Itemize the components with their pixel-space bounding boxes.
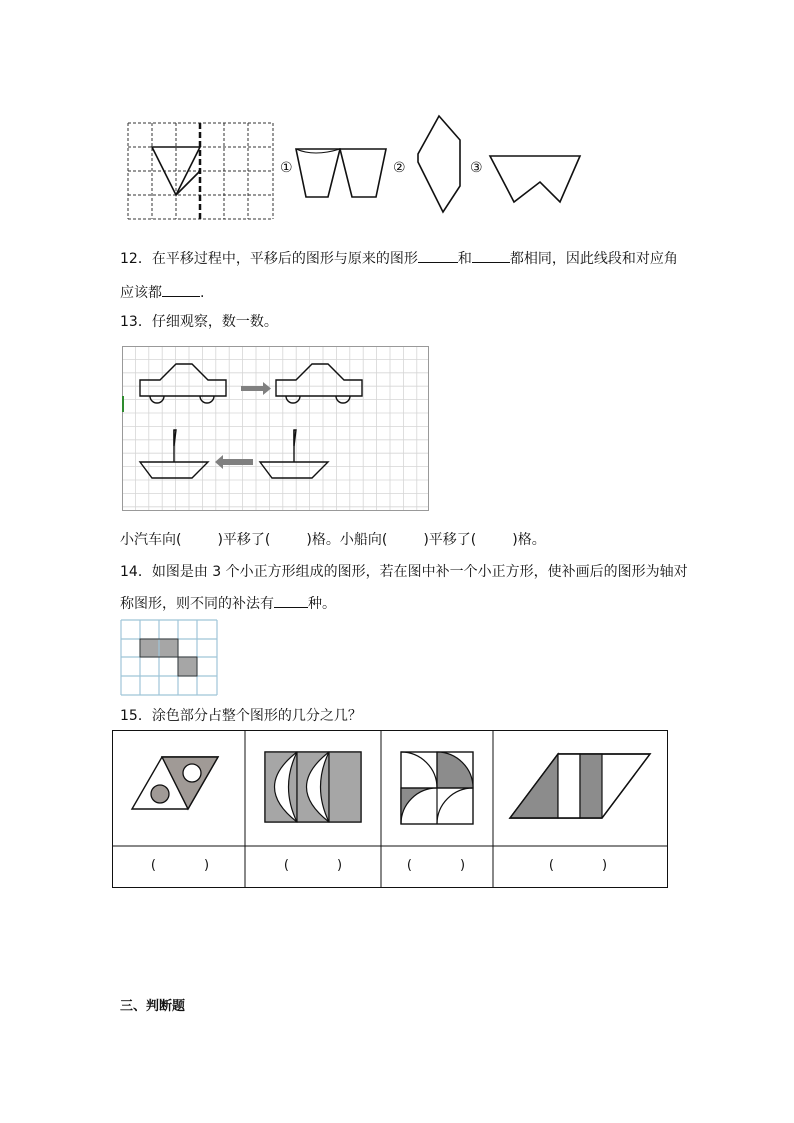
- q15-answer-2[interactable]: ( ): [283, 858, 343, 873]
- q15-answer-3[interactable]: ( ): [406, 858, 466, 873]
- option-2-shape: [414, 114, 466, 216]
- car-translated: [276, 364, 362, 403]
- section-3-heading: 三、判断题: [120, 999, 186, 1014]
- q15-answer-4[interactable]: ( ): [548, 858, 608, 873]
- boat-original: [260, 430, 328, 478]
- q11-grid-figure: [127, 122, 277, 222]
- option-2-label: ②: [393, 160, 406, 176]
- option-3-label: ③: [470, 160, 483, 176]
- q12-line1: 12．在平移过程中，平移后的图形与原来的图形 和 都相同，因此线段和对应角: [120, 248, 678, 269]
- q14-line2: 称图形，则不同的补法有 种。: [120, 593, 336, 614]
- shape-rectangle-crescents: [265, 752, 361, 822]
- option-3-shape: [488, 154, 583, 206]
- q13-grid-figure: [122, 346, 430, 512]
- q14-grid-figure: [120, 619, 220, 697]
- q15-answer-1[interactable]: ( ): [150, 858, 210, 873]
- q13-title: 13．仔细观察，数一数。: [120, 314, 278, 330]
- option-1-label: ①: [280, 160, 293, 176]
- shape-parallelogram-circles: [132, 757, 218, 809]
- shape-square-quarters: [401, 752, 473, 824]
- q14-blank[interactable]: [274, 593, 308, 608]
- q12-blank-3[interactable]: [162, 282, 200, 297]
- boat-translated: [140, 430, 208, 478]
- q12-line2: 应该都 .: [120, 282, 204, 303]
- q12-blank-2[interactable]: [472, 248, 510, 263]
- car-original: [140, 364, 226, 403]
- q13-answer-line: 小汽车向( )平移了( )格。小船向( )平移了( )格。: [120, 532, 546, 548]
- q15-title: 15．涂色部分占整个图形的几分之几？: [120, 708, 362, 724]
- q14-line1: 14．如图是由 3 个小正方形组成的图形，若在图中补一个小正方形，使补画后的图形为轴对: [120, 564, 688, 580]
- q12-blank-1[interactable]: [418, 248, 458, 263]
- shape-parallelogram-stripes: [510, 754, 650, 818]
- option-1-shape: [294, 147, 389, 202]
